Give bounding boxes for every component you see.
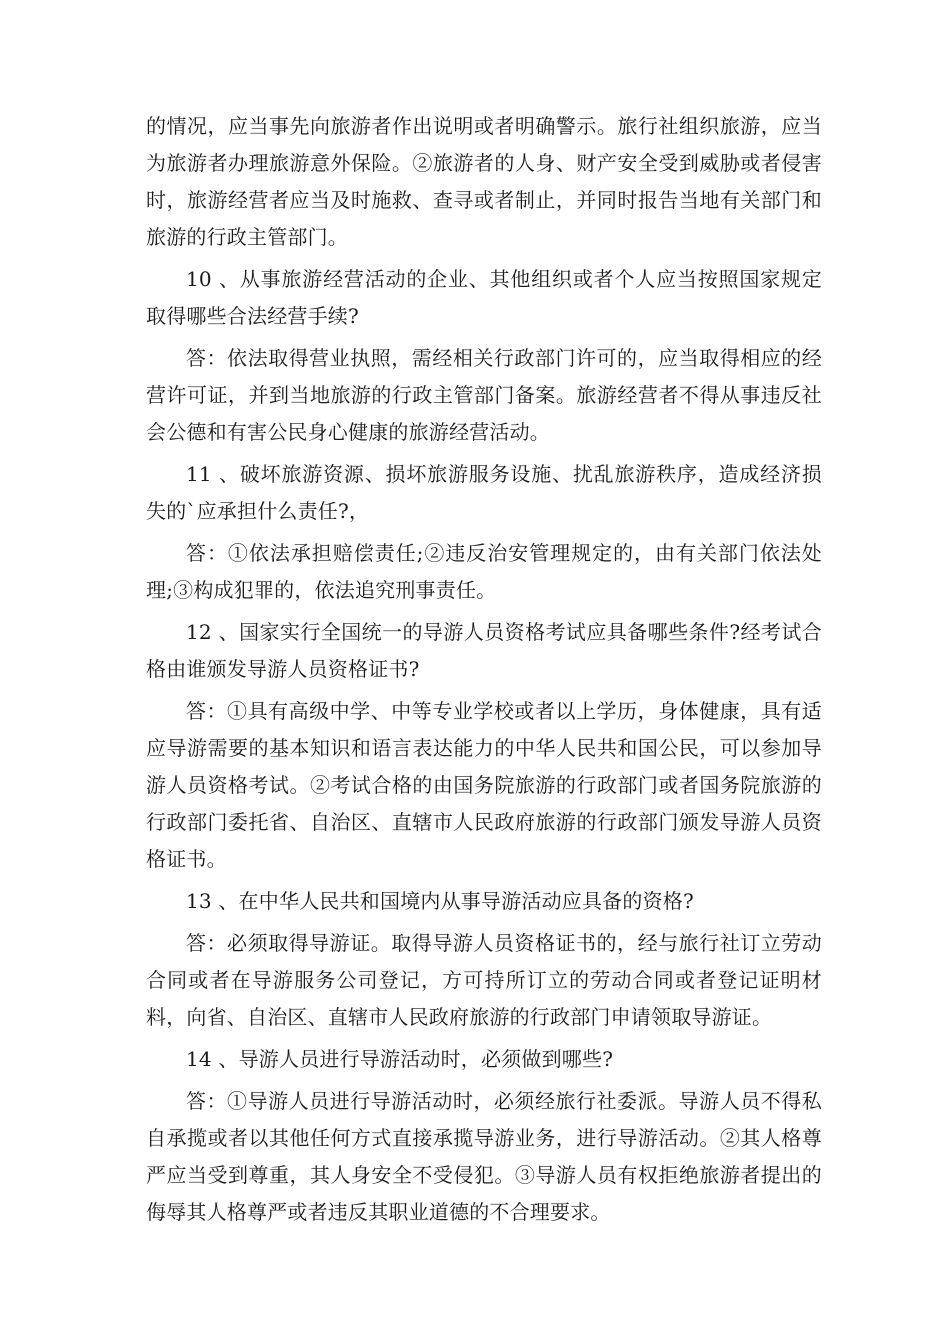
answer-13: 答：必须取得导游证。取得导游人员资格证书的，经与旅行社订立劳动合同或者在导游服务公司登记，方可持所订立的劳动合同或者登记证明材料，向省、自治区、直辖市人民政府旅游的行政部门申请领取导游证。 bbox=[146, 931, 822, 1029]
answer-11: 答：①依法承担赔偿责任;②违反治安管理规定的，由有关部门依法处理;③构成犯罪的，依法追究刑事责任。 bbox=[146, 541, 822, 602]
answer-12: 答：①具有高级中学、中等专业学校或者以上学历，身体健康，具有适应导游需要的基本知识和语言表达能力的中华人民共和国公民，可以参加导游人员资格考试。②考试合格的由国务院旅游的行政部门或者国务院旅游的行政部门委托省、自治区、直辖市人民政府旅游的行政部门颁发导游人员资格证书。 bbox=[146, 699, 822, 871]
answer-14: 答：①导游人员进行导游活动时，必须经旅行社委派。导游人员不得私自承揽或者以其他任何方式直接承揽导游业务，进行导游活动。②其人格尊严应当受到尊重，其人身安全不受侵犯。③导游人员有权拒绝旅游者提出的侮辱其人格尊严或者违反其职业道德的不合理要求。 bbox=[146, 1089, 822, 1224]
question-10: 10 、从事旅游经营活动的企业、其他组织或者个人应当按照国家规定取得哪些合法经营手续? bbox=[146, 267, 822, 328]
document-body bbox=[146, 108, 822, 1236]
question-12: 12 、国家实行全国统一的导游人员资格考试应具备哪些条件?经考试合格由谁颁发导游人员资格证书? bbox=[146, 620, 822, 681]
question-13: 13 、在中华人民共和国境内从事导游活动应具备的资格? bbox=[186, 889, 694, 913]
question-11: 11 、破坏旅游资源、损坏旅游服务设施、扰乱旅游秩序，造成经济损失的`应承担什么责任?， bbox=[146, 462, 822, 523]
question-14: 14 、导游人员进行导游活动时，必须做到哪些? bbox=[186, 1047, 614, 1071]
answer-10: 答：依法取得营业执照，需经相关行政部门许可的，应当取得相应的经营许可证，并到当地旅游的行政主管部门备案。旅游经营者不得从事违反社会公德和有害公民身心健康的旅游经营活动。 bbox=[146, 346, 822, 444]
paragraph-continuation: 的情况，应当事先向旅游者作出说明或者明确警示。旅行社组织旅游，应当为旅游者办理旅游意外保险。②旅游者的人身、财产安全受到威胁或者侵害时，旅游经营者应当及时施救、查寻或者制止，并同时报告当地有关部门和旅游的行政主管部门。 bbox=[146, 114, 822, 249]
